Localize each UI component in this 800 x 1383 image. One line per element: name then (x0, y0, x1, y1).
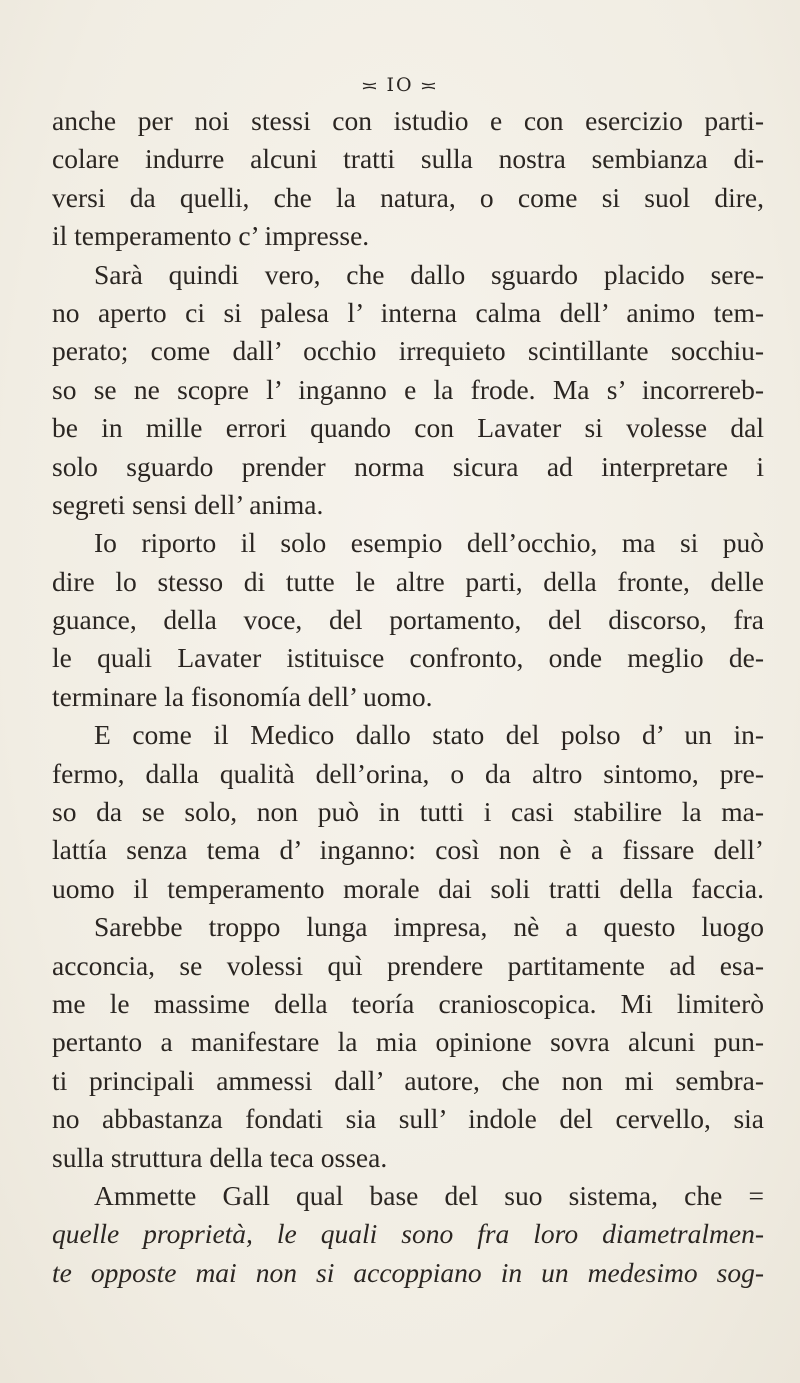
text-line: perato; come dall’ occhio irrequieto scintillante socchiu- (52, 335, 764, 367)
text-line: versi da quelli, che la natura, o come si suol dire, (52, 181, 764, 213)
text-line: terminare la fisonomía dell’ uomo. (52, 680, 433, 712)
body-text (52, 102, 764, 1292)
italic-text-line: te opposte mai non si accoppiano in un medesimo sog- (52, 1256, 764, 1288)
text-line: no aperto ci si palesa l’ interna calma dell’ animo tem- (52, 296, 764, 328)
text-line: colare indurre alcuni tratti sulla nostra sembianza di- (52, 143, 764, 175)
ornament-right: ≍ (419, 76, 440, 95)
page-number: IO (386, 74, 414, 96)
text-line: il temperamento c’ impresse. (52, 220, 370, 252)
text-line: pertanto a manifestare la mia opinione sovra alcuni pun- (52, 1026, 764, 1058)
text-line: acconcia, se volessi quì prendere partitamente ad esa- (52, 949, 764, 981)
text-line: E come il Medico dallo stato del polso d’ un in- (94, 719, 764, 751)
text-line: be in mille errori quando con Lavater si volesse dal (52, 412, 764, 444)
text-line: me le massime della teoría cranioscopica. Mi limiterò (52, 987, 764, 1019)
text-line: so da se solo, non può in tutti i casi stabilire la ma- (52, 796, 764, 828)
text-line: Sarebbe troppo lunga impresa, nè a questo luogo (94, 911, 764, 943)
text-line: anche per noi stessi con istudio e con esercizio parti- (52, 105, 764, 136)
page-header (0, 74, 800, 96)
text-line: ti principali ammessi dall’ autore, che non mi sembra- (52, 1064, 764, 1096)
text-line: sulla struttura della teca ossea. (52, 1141, 388, 1173)
text-line: dire lo stesso di tutte le altre parti, della fronte, delle (52, 565, 764, 597)
text-line: fermo, dalla qualità dell’orina, o da altro sintomo, pre- (52, 757, 764, 789)
text-line: segreti sensi dell’ anima. (52, 488, 324, 520)
text-line: no abbastanza fondati sia sull’ indole del cervello, sia (52, 1103, 764, 1135)
text-line: le quali Lavater istituisce confronto, onde meglio de- (52, 642, 764, 674)
text-line: uomo il temperamento morale dai soli tratti della faccia. (52, 872, 764, 904)
text-line: so se ne scopre l’ inganno e la frode. Ma s’ incorrereb- (52, 373, 764, 405)
text-line: Ammette Gall qual base del suo sistema, che = (94, 1179, 764, 1211)
text-line: solo sguardo prender norma sicura ad interpretare i (52, 450, 764, 482)
text-line: Io riporto il solo esempio dell’occhio, ma si può (94, 527, 764, 559)
italic-text-line: quelle proprietà, le quali sono fra loro diametralmen- (52, 1218, 764, 1250)
ornament-left: ≍ (360, 76, 381, 95)
text-line: lattía senza tema d’ inganno: così non è a fissare dell’ (52, 834, 764, 866)
text-line: guance, della voce, del portamento, del discorso, fra (52, 604, 764, 636)
text-line: Sarà quindi vero, che dallo sguardo placido sere- (94, 258, 764, 290)
